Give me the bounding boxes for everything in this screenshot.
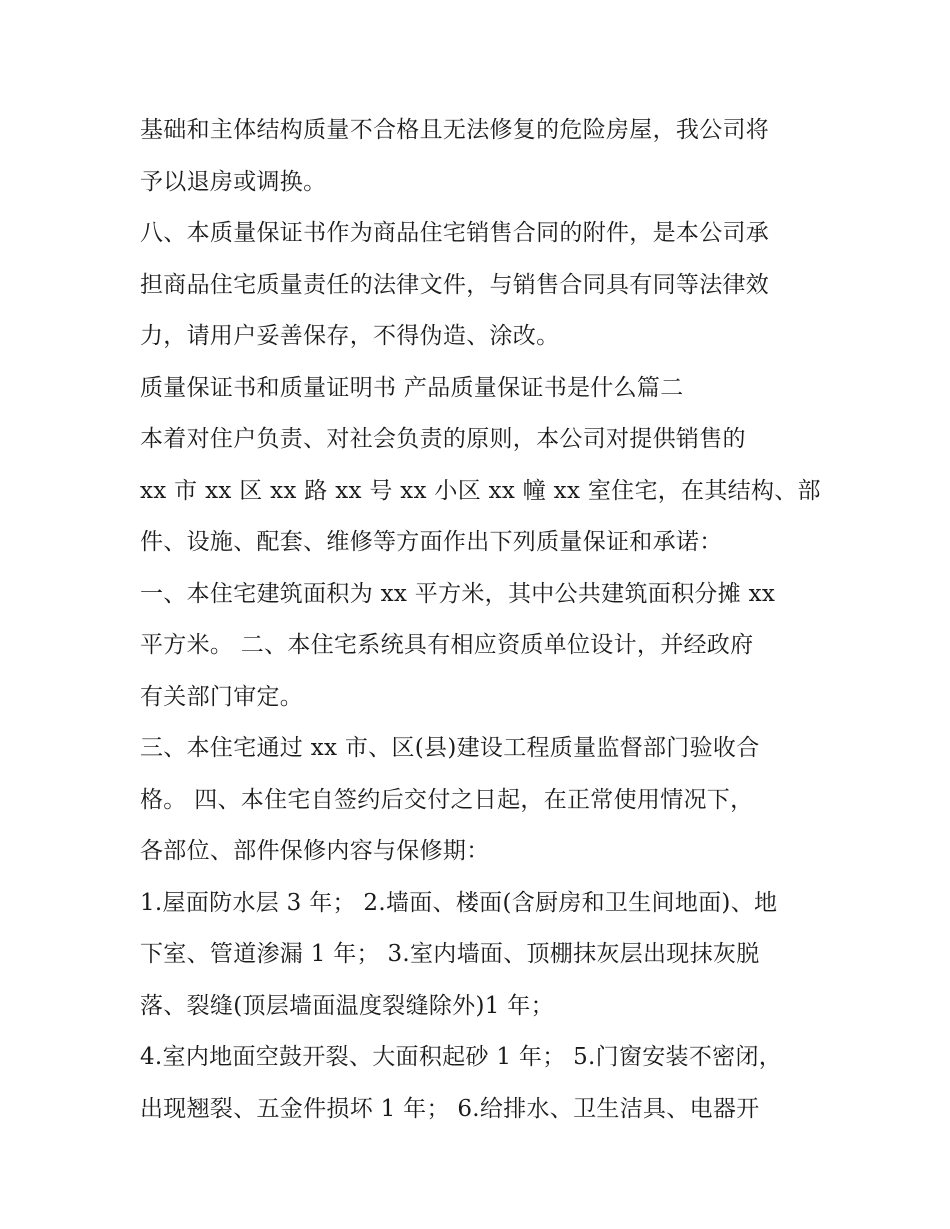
text-line: 有关部门审定。 (140, 683, 304, 710)
text-line: 三、本住宅通过 xx 市、区(县)建设工程质量监督部门验收合 (140, 735, 760, 761)
text-line: 一、本住宅建筑面积为 xx 平方米，其中公共建筑面积分摊 xx (140, 580, 776, 607)
text-line: 下室、管道渗漏 1 年； 3.室内墙面、顶棚抹灰层出现抹灰脱 (140, 941, 760, 967)
text-line: 落、裂缝(顶层墙面温度裂缝除外)1 年； (140, 992, 554, 1019)
text-line: 力，请用户妥善保存，不得伪造、涂改。 (140, 323, 560, 349)
text-line: 予以退房或调换。 (140, 168, 327, 195)
text-line: xx 市 xx 区 xx 路 xx 号 xx 小区 xx 幢 xx 室住宅，在其结构、部 (140, 477, 821, 504)
section-heading: 质量保证书和质量证明书 产品质量保证书是什么篇二 (140, 374, 684, 401)
text-line: 1.屋面防水层 3 年； 2.墙面、楼面(含厨房和卫生间地面)、地 (140, 889, 778, 916)
text-line: 出现翘裂、五金件损坏 1 年； 6.给排水、卫生洁具、电器开 (140, 1095, 760, 1122)
text-line: 担商品住宅质量责任的法律文件，与销售合同具有同等法律效 (140, 271, 770, 298)
text-line: 格。 四、本住宅自签约后交付之日起，在正常使用情况下， (140, 786, 754, 813)
text-line: 八、本质量保证书作为商品住宅销售合同的附件，是本公司承 (140, 220, 770, 246)
text-line: 本着对住户负责、对社会负责的原则，本公司对提供销售的 (140, 426, 746, 452)
text-line: 件、设施、配套、维修等方面作出下列质量保证和承诺： (140, 529, 723, 555)
text-line: 各部位、部件保修内容与保修期： (140, 838, 490, 864)
document-body (140, 105, 820, 1135)
text-line: 基础和主体结构质量不合格且无法修复的危险房屋，我公司将 (140, 117, 770, 143)
text-line: 4.室内地面空鼓开裂、大面积起砂 1 年； 5.门窗安装不密闭， (140, 1044, 783, 1070)
text-line: 平方米。 二、本住宅系统具有相应资质单位设计，并经政府 (140, 632, 754, 658)
